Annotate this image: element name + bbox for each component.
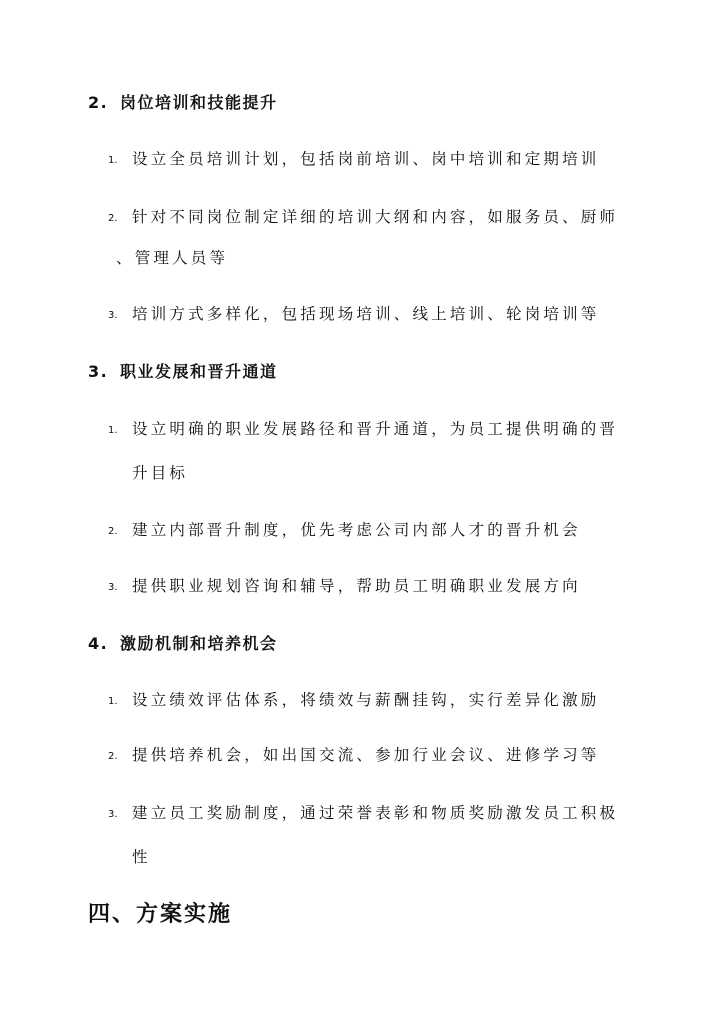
list-item-continuation: 性 — [132, 848, 151, 866]
list-item-text: 设立全员培训计划，包括岗前培训、岗中培训和定期培训 — [132, 150, 600, 168]
list-item-continuation: 、管理人员等 — [116, 249, 229, 267]
list-item-continuation: 升目标 — [132, 464, 189, 482]
heading-number: 3. — [88, 362, 109, 381]
list-item — [108, 417, 618, 439]
list-item — [108, 147, 600, 169]
list-item-text: 设立绩效评估体系，将绩效与薪酬挂钩，实行差异化激励 — [132, 691, 600, 709]
heading-title: 岗位培训和技能提升 — [120, 93, 278, 112]
heading-number: 2. — [88, 93, 109, 112]
list-item-text: 培训方式多样化，包括现场培训、线上培训、轮岗培训等 — [132, 305, 600, 323]
list-marker: 2. — [108, 751, 118, 762]
heading-number: 4. — [88, 634, 109, 653]
list-marker: 1. — [108, 425, 118, 436]
list-item — [108, 801, 618, 823]
list-item — [108, 574, 581, 596]
heading-title: 职业发展和晋升通道 — [120, 362, 278, 381]
list-marker: 3. — [108, 582, 118, 593]
list-item — [108, 518, 581, 540]
list-item-text: 针对不同岗位制定详细的培训大纲和内容，如服务员、厨师 — [132, 208, 619, 226]
list-item-text: 建立员工奖励制度，通过荣誉表彰和物质奖励激发员工积极 — [132, 804, 619, 822]
list-marker: 3. — [108, 310, 118, 321]
list-marker: 1. — [108, 696, 118, 707]
list-item — [108, 688, 600, 710]
subsection-heading — [88, 359, 278, 382]
list-item-text: 设立明确的职业发展路径和晋升通道，为员工提供明确的晋 — [132, 420, 619, 438]
subsection-heading — [88, 90, 278, 113]
list-marker: 2. — [108, 526, 118, 537]
list-marker: 3. — [108, 809, 118, 820]
list-item-text: 提供职业规划咨询和辅导，帮助员工明确职业发展方向 — [132, 577, 581, 595]
list-item — [108, 205, 618, 227]
list-marker: 2. — [108, 213, 118, 224]
list-item — [108, 302, 600, 324]
list-item — [108, 743, 600, 765]
list-item-text: 提供培养机会，如出国交流、参加行业会议、进修学习等 — [132, 746, 600, 764]
list-marker: 1. — [108, 155, 118, 166]
list-item-text: 建立内部晋升制度，优先考虑公司内部人才的晋升机会 — [132, 521, 581, 539]
heading-title: 激励机制和培养机会 — [120, 634, 278, 653]
section-title: 四、方案实施 — [88, 902, 233, 927]
subsection-heading — [88, 631, 278, 654]
